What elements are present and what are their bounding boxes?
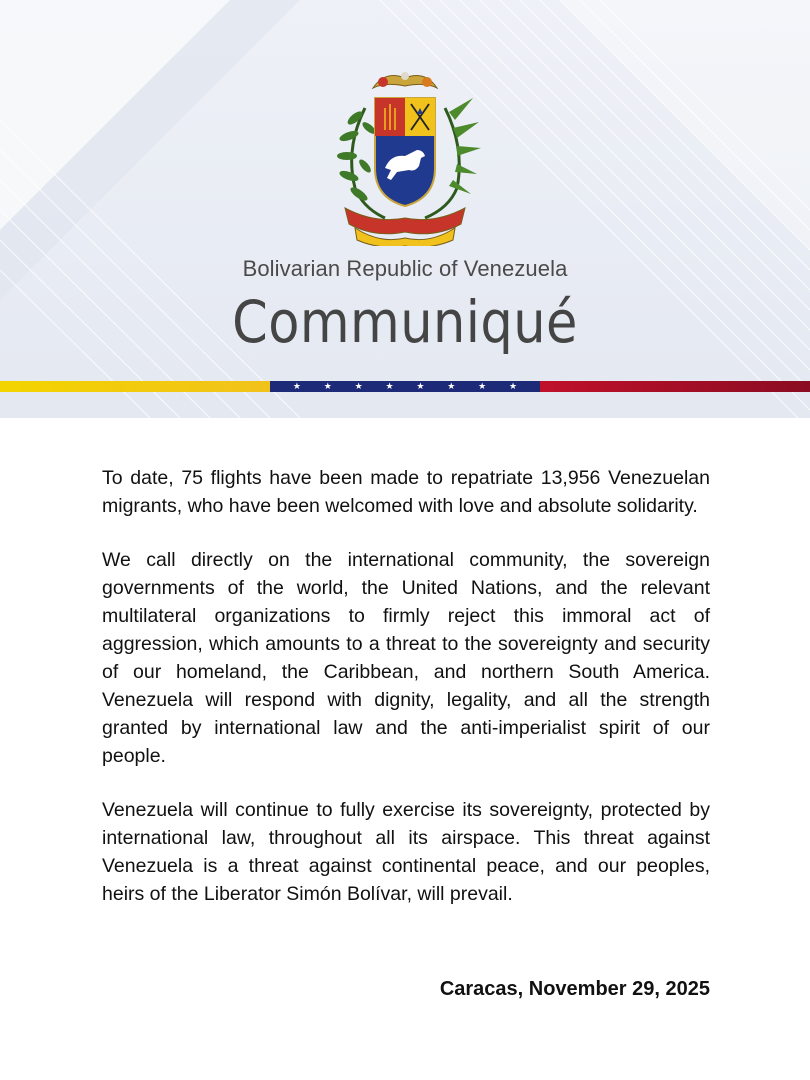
star-icon: ★ <box>385 381 394 391</box>
place-and-date: Caracas, November 29, 2025 <box>439 978 710 1000</box>
body-paragraph: To date, 75 flights have been made to repatriate 13,956 Venezuelan migrants, who have been welcomed with love and absolute solidarity. <box>102 467 710 517</box>
header-banner <box>0 0 810 418</box>
body-paragraph: Venezuela will continue to fully exercise its sovereignty, protected by international law, throughout all its airspace. This threat against Venezuela is a threat against continental peace, and our peoples, heirs of the Liberator Simón Bolívar, will prevail. <box>102 799 710 905</box>
page-title: Communiqué <box>232 288 578 356</box>
coat-of-arms-icon <box>325 68 485 246</box>
star-icon: ★ <box>354 381 363 391</box>
flag-blue-stripe <box>270 381 540 392</box>
flag-yellow-stripe <box>0 381 270 392</box>
communique-body <box>102 464 710 934</box>
body-paragraph: We call directly on the international community, the sovereign governments of the world, the United Nations, and the relevant multilateral organizations to firmly reject this immoral act of aggression, which amounts to a threat to the sovereignty and security of our homeland, the Caribbean, and northern South America. Venezuela will respond with dignity, legality, and all the strength granted by international law and the anti-imperialist spirit of our people. <box>102 549 710 767</box>
star-icon: ★ <box>292 381 301 391</box>
star-icon: ★ <box>478 381 487 391</box>
star-icon: ★ <box>447 381 456 391</box>
star-icon: ★ <box>416 381 425 391</box>
star-icon: ★ <box>509 381 518 391</box>
star-icon: ★ <box>323 381 332 391</box>
country-subtitle: Bolivarian Republic of Venezuela <box>242 256 568 281</box>
flag-color-bar <box>0 381 810 392</box>
flag-red-stripe <box>540 381 810 392</box>
